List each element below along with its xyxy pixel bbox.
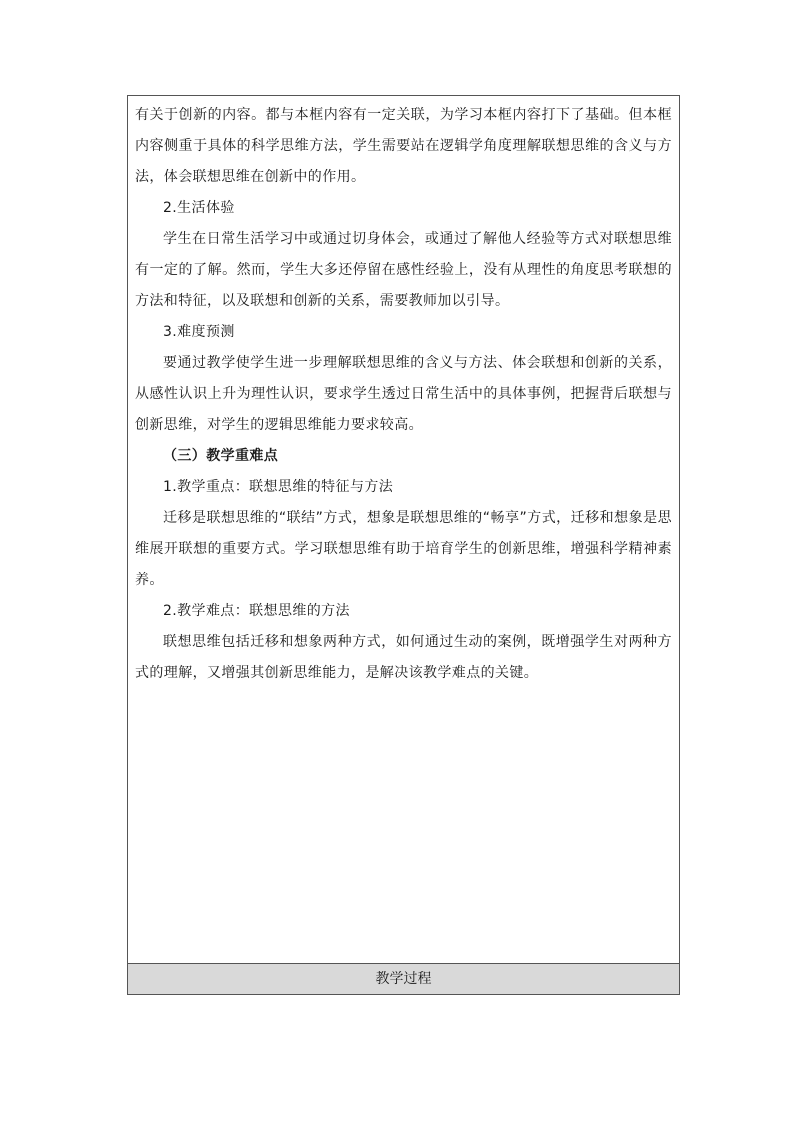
key-point-heading: 1.教学重点：联想思维的特征与方法 [163, 479, 394, 495]
difficult-point-paragraph: 联想思维包括迁移和想象两种方式，如何通过生动的案例，既增强学生对两种方式的理解，又增强其创新思维能力，是解决该教学难点的关键。 [135, 634, 672, 681]
difficult-point-heading: 2.教学难点：联想思维的方法 [163, 603, 350, 619]
content-cell [128, 96, 679, 964]
difficulty-paragraph: 要通过教学使学生进一步理解联想思维的含义与方法、体会联想和创新的关系，从感性认识上升为理性认识，要求学生透过日常生活中的具体事例，把握背后联想与创新思维，对学生的逻辑思维能力要求较高。 [135, 355, 672, 433]
life-experience-heading: 2.生活体验 [163, 200, 235, 216]
difficulty-heading: 3.难度预测 [163, 324, 235, 340]
intro-paragraph: 有关于创新的内容。都与本框内容有一定关联，为学习本框内容打下了基础。但本框内容侧重于具体的科学思维方法，学生需要站在逻辑学角度理解联想思维的含义与方法，体会联想思维在创新中的作用。 [135, 107, 672, 185]
section-title-key-points: （三）教学重难点 [163, 448, 279, 464]
key-point-paragraph: 迁移是联想思维的“联结”方式，想象是联想思维的“畅享”方式，迁移和想象是思维展开联想的重要方式。学习联想思维有助于培育学生的创新思维，增强科学精神素养。 [135, 510, 672, 588]
lesson-plan-table [127, 95, 680, 995]
life-experience-paragraph: 学生在日常生活学习中或通过切身体会，或通过了解他人经验等方式对联想思维有一定的了解。然而，学生大多还停留在感性经验上，没有从理性的角度思考联想的方法和特征，以及联想和创新的关系，需要教师加以引导。 [135, 231, 672, 309]
teaching-process-header: 教学过程 [128, 964, 679, 994]
